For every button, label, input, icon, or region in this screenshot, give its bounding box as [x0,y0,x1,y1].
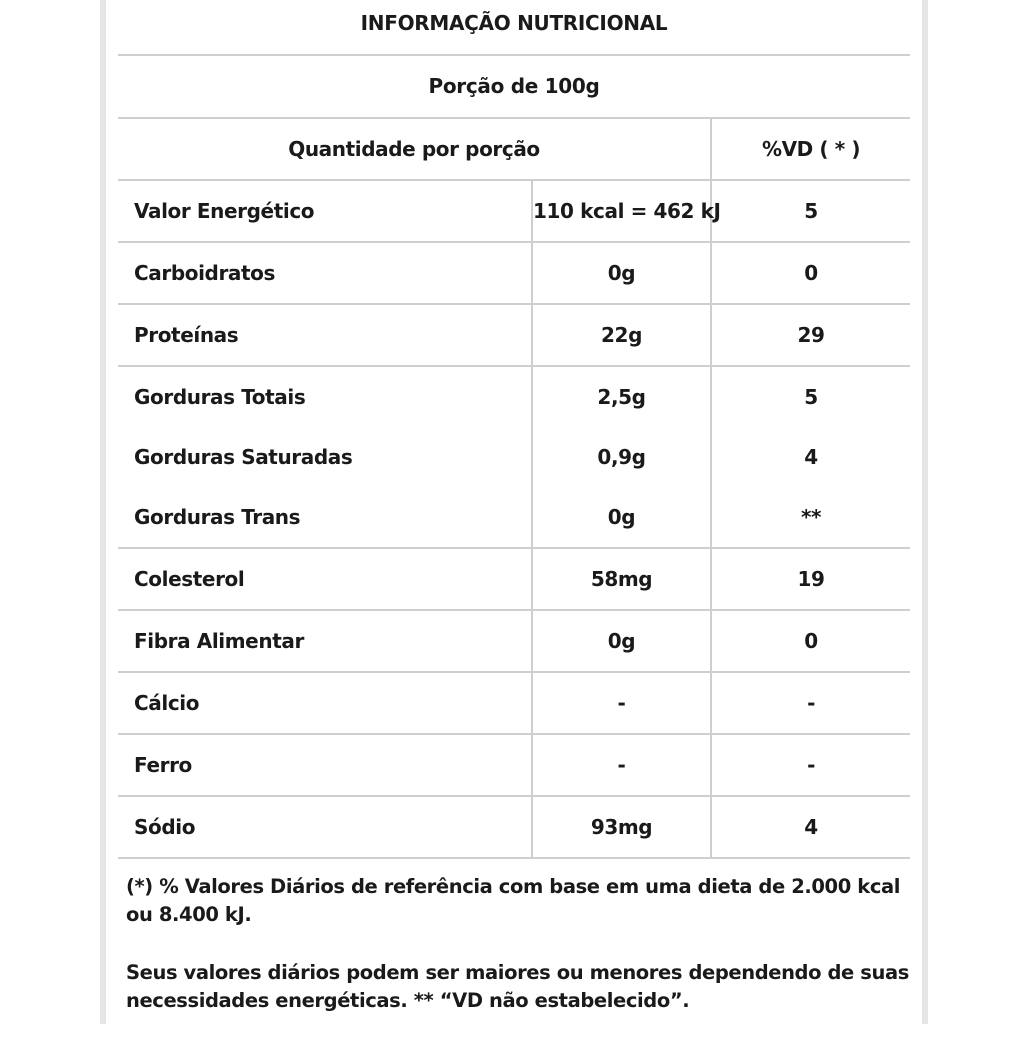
table-row [118,548,910,610]
nutrient-name: Gorduras Trans [118,487,532,548]
nutrient-vd: - [711,734,910,796]
nutrient-vd: - [711,672,910,734]
table-row [118,366,910,427]
nutrient-vd: 5 [711,180,910,242]
nutrient-vd: 29 [711,304,910,366]
label-title: INFORMAÇÃO NUTRICIONAL [118,0,910,56]
nutrient-name: Valor Energético [118,180,532,242]
nutrient-vd: 5 [804,385,818,409]
nutrient-vd: 19 [711,548,910,610]
nutrient-name: Proteínas [118,304,532,366]
nutrient-amount: 58mg [532,548,711,610]
nutrition-label [118,0,910,1045]
nutrition-rows [118,180,910,858]
nutrient-name: Gorduras Totais [134,385,306,409]
nutrient-amount: - [532,734,711,796]
page-edge-right [922,0,928,1024]
table-row [118,610,910,672]
nutrient-name: Colesterol [118,548,532,610]
table-header-row [118,119,910,180]
nutrient-amount: 110 kcal = 462 kJ [532,180,711,242]
nutrient-name: Sódio [118,796,532,858]
table-row [118,304,910,366]
nutrition-table [118,119,910,859]
portion-size: Porção de 100g [118,56,910,119]
table-row [118,672,910,734]
header-vd: %VD ( * ) [711,119,910,180]
nutrient-amount: 93mg [532,796,711,858]
nutrient-amount: - [532,672,711,734]
nutrient-amount: 0g [532,610,711,672]
table-row [118,242,910,304]
nutrient-amount: 0,9g [532,427,711,487]
nutrient-name: Fibra Alimentar [118,610,532,672]
header-quantity: Quantidade por porção [118,119,711,180]
nutrient-vd: 0 [711,610,910,672]
nutrient-amount: 2,5g [532,366,711,427]
table-row [118,487,910,548]
nutrient-name: Ferro [118,734,532,796]
table-row [118,796,910,858]
nutrient-vd: 4 [804,445,818,469]
footnotes [118,859,910,1015]
nutrient-vd: ** [711,487,910,548]
table-row [118,180,910,242]
table-row [118,427,910,487]
footnote-reference: (*) % Valores Diários de referência com base em uma dieta de 2.000 kcal ou 8.400 kJ. [126,875,901,926]
nutrient-vd: 0 [711,242,910,304]
nutrient-amount: 0g [532,487,711,548]
nutrient-amount: 0g [532,242,711,304]
footnote-disclaimer: Seus valores diários podem ser maiores ou menores dependendo de suas necessidades energéticas. ** “VD não estabelecido”. [126,961,909,1012]
nutrient-vd: 4 [711,796,910,858]
page-edge-left [100,0,106,1024]
nutrient-name: Cálcio [118,672,532,734]
nutrient-amount: 22g [532,304,711,366]
nutrient-name: Carboidratos [118,242,532,304]
nutrient-name: Gorduras Saturadas [134,445,353,469]
table-row [118,734,910,796]
